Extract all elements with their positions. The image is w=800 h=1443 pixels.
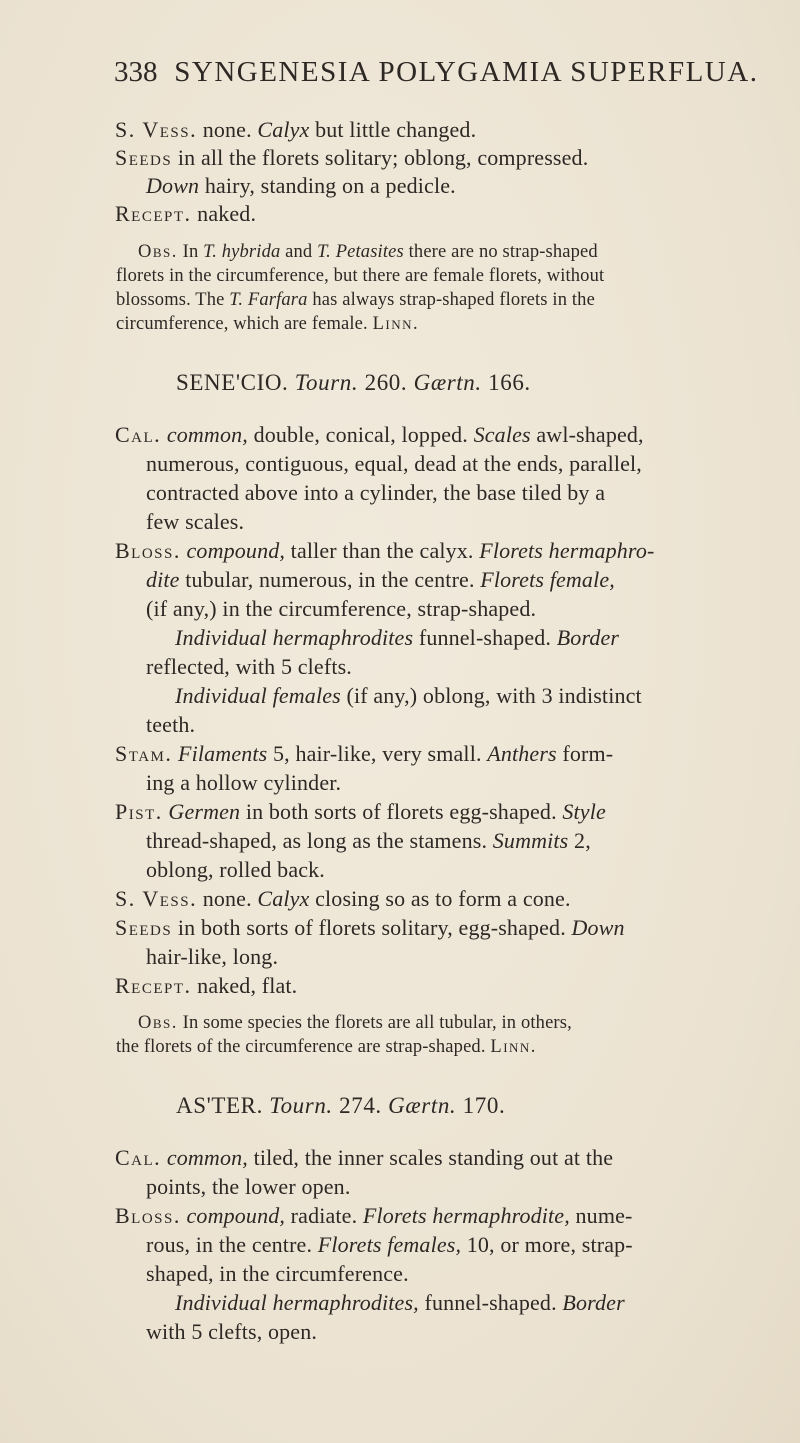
- senecio-seeds-line-1: Seeds in both sorts of florets solitary, egg-shaped. Down: [115, 915, 625, 940]
- label-receptacle: Recept.: [115, 201, 192, 226]
- running-head-title: SYNGENESIA POLYGAMIA SUPERFLUA.: [174, 56, 759, 88]
- senecio-seeds-line-2: hair-like, long.: [146, 944, 279, 969]
- senecio-pist-line-2: thread-shaped, as long as the stamens. Summits 2,: [146, 828, 591, 853]
- aster-bloss-line-1: Bloss. compound, radiate. Florets hermaphrodite, nume-: [115, 1203, 633, 1228]
- label-obs: Obs.: [138, 242, 178, 262]
- senecio-obs-line-2: the florets of the circumference are strap-shaped. Linn.: [116, 1037, 537, 1057]
- aster-cal-line-2: points, the lower open.: [146, 1174, 351, 1199]
- senecio-bloss-line-5: reflected, with 5 clefts.: [146, 654, 352, 679]
- senecio-cal-line-3: contracted above into a cylinder, the base tiled by a: [146, 480, 606, 505]
- authority-linn: Linn.: [372, 314, 420, 334]
- senecio-bloss-line-3: (if any,) in the circumference, strap-shaped.: [146, 596, 537, 621]
- senecio-obs-line-1: Obs. In some species the florets are all tubular, in others,: [138, 1013, 572, 1033]
- senecio-cal-line-4: few scales.: [146, 509, 245, 534]
- senecio-pist-line-3: oblong, rolled back.: [146, 857, 325, 882]
- line-receptacle: Recept. naked.: [115, 201, 257, 226]
- aster-bloss-line-2: rous, in the centre. Florets females, 10, or more, strap-: [146, 1232, 633, 1257]
- genus-name: SENE'CIO.: [176, 370, 289, 395]
- genus-name: AS'TER.: [176, 1093, 263, 1118]
- obs-line-4: circumference, which are female. Linn.: [116, 314, 420, 334]
- page-number: 338: [114, 56, 158, 88]
- senecio-bloss-line-7: teeth.: [146, 712, 196, 737]
- senecio-bloss-line-4: Individual hermaphrodites funnel-shaped. Border: [175, 625, 620, 650]
- line-down: Down hairy, standing on a pedicle.: [146, 173, 456, 198]
- label-seeds: Seeds: [115, 145, 173, 170]
- aster-bloss-line-3: shaped, in the circumference.: [146, 1261, 409, 1286]
- aster-bloss-line-4: Individual hermaphrodites, funnel-shaped. Border: [175, 1290, 625, 1315]
- label-stamens: Stam.: [115, 741, 173, 766]
- aster-bloss-line-5: with 5 clefts, open.: [146, 1319, 318, 1344]
- label-calyx: Cal.: [115, 422, 162, 447]
- label-blossom: Bloss.: [115, 538, 181, 563]
- running-head: [114, 56, 758, 89]
- label-receptacle: Recept.: [115, 973, 192, 998]
- senecio-stam-line-2: ing a hollow cylinder.: [146, 770, 342, 795]
- obs-line-3: blossoms. The T. Farfara has always strap-shaped florets in the: [116, 290, 595, 310]
- authority-linn: Linn.: [490, 1037, 537, 1057]
- line-seeds: Seeds in all the florets solitary; oblong, compressed.: [115, 145, 589, 170]
- senecio-svess-line: S. Vess. none. Calyx closing so as to form a cone.: [115, 886, 571, 911]
- senecio-bloss-line-1: Bloss. compound, taller than the calyx. Florets hermaphro-: [115, 538, 655, 563]
- label-seeds: Seeds: [115, 915, 173, 940]
- line-seed-vessel: S. Vess. none. Calyx but little changed.: [115, 117, 477, 142]
- genus-heading-senecio: SENE'CIO. Tourn. 260. Gærtn. 166.: [176, 370, 531, 395]
- senecio-bloss-line-2: dite tubular, numerous, in the centre. Florets female,: [146, 567, 615, 592]
- label-seed-vessel: S. Vess.: [115, 886, 198, 911]
- obs-line-1: Obs. In T. hybrida and T. Petasites there are no strap-shaped: [138, 242, 598, 262]
- label-seed-vessel: S. Vess.: [115, 117, 198, 142]
- label-obs: Obs.: [138, 1013, 178, 1033]
- label-down: Down: [146, 173, 200, 198]
- senecio-bloss-line-6: Individual females (if any,) oblong, with 3 indistinct: [175, 683, 642, 708]
- obs-line-2: florets in the circumference, but there are female florets, without: [116, 266, 605, 286]
- label-calyx: Cal.: [115, 1145, 162, 1170]
- senecio-cal-line-2: numerous, contiguous, equal, dead at the ends, parallel,: [146, 451, 642, 476]
- senecio-pist-line-1: Pist. Germen in both sorts of florets egg-shaped. Style: [115, 799, 606, 824]
- aster-cal-line-1: Cal. common, tiled, the inner scales standing out at the: [115, 1145, 614, 1170]
- genus-heading-aster: AS'TER. Tourn. 274. Gærtn. 170.: [176, 1093, 506, 1118]
- senecio-cal-line-1: Cal. common, double, conical, lopped. Scales awl-shaped,: [115, 422, 644, 447]
- label-pistil: Pist.: [115, 799, 163, 824]
- senecio-recept-line: Recept. naked, flat.: [115, 973, 298, 998]
- label-blossom: Bloss.: [115, 1203, 181, 1228]
- senecio-stam-line-1: Stam. Filaments 5, hair-like, very small. Anthers form-: [115, 741, 614, 766]
